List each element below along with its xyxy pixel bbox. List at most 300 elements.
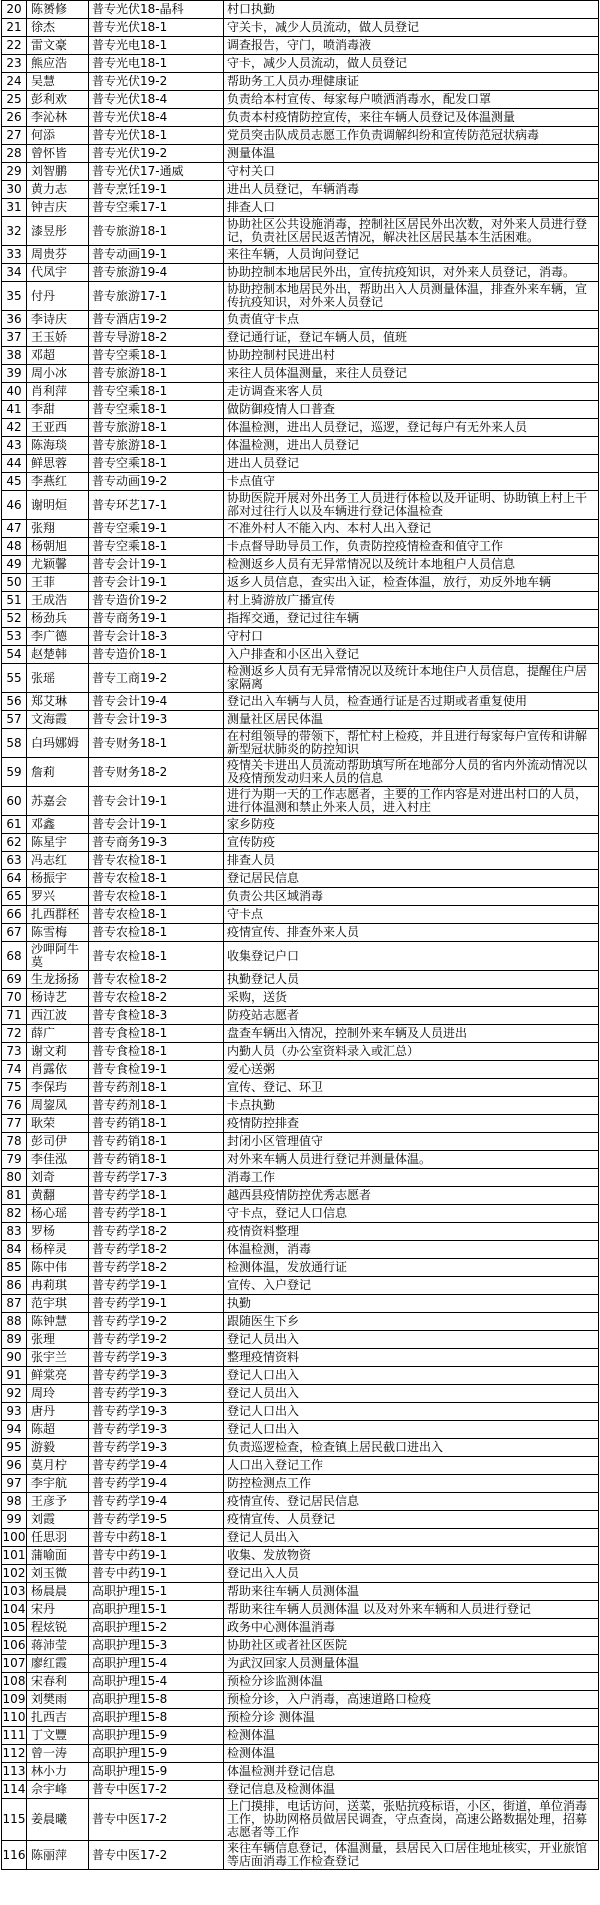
duty-cell: 疫情关卡进出人员流动帮助填写所在地部分人员的省内外流动情况以及疫情预发动归来人员的信息 <box>224 758 599 787</box>
table-row <box>2 1727 599 1745</box>
name-cell: 西江波 <box>27 1007 89 1025</box>
duty-cell: 登记人员出入 <box>224 1331 599 1349</box>
class-cell: 普专导游18-2 <box>89 329 224 347</box>
table-row <box>2 1061 599 1079</box>
class-cell: 普专会计18-3 <box>89 628 224 646</box>
row-number-cell: 46 <box>2 491 27 520</box>
name-cell: 扎西群秠 <box>27 906 89 924</box>
class-cell: 普专空乘17-1 <box>89 199 224 217</box>
duty-cell: 预检分诊监测体温 <box>224 1673 599 1691</box>
class-cell: 普专会计19-3 <box>89 711 224 729</box>
row-number-cell: 101 <box>2 1547 27 1565</box>
duty-cell: 来往车辆，人员询问登记 <box>224 246 599 264</box>
duty-cell: 入户排查和小区出入登记 <box>224 646 599 664</box>
class-cell: 高职护理15-1 <box>89 1583 224 1601</box>
name-cell: 陈丽萍 <box>27 1841 89 1870</box>
table-row <box>2 401 599 419</box>
class-cell: 普专药销18-1 <box>89 1115 224 1133</box>
table-row <box>2 1709 599 1727</box>
class-cell: 普专商务19-1 <box>89 610 224 628</box>
duty-cell: 协助控制本地居民外出，宣传抗疫知识，对外来人员登记，消毒。 <box>224 264 599 282</box>
name-cell: 刘玉微 <box>27 1565 89 1583</box>
class-cell: 普专空乘18-1 <box>89 455 224 473</box>
row-number-cell: 108 <box>2 1673 27 1691</box>
duty-cell: 卡点执勤 <box>224 1097 599 1115</box>
class-cell: 普专光电18-1 <box>89 55 224 73</box>
name-cell: 蒲喻面 <box>27 1547 89 1565</box>
table-row <box>2 1151 599 1169</box>
duty-cell: 体温检测，消毒 <box>224 1241 599 1259</box>
row-number-cell: 85 <box>2 1259 27 1277</box>
duty-cell: 守村口 <box>224 628 599 646</box>
table-row <box>2 347 599 365</box>
row-number-cell: 116 <box>2 1841 27 1870</box>
row-number-cell: 113 <box>2 1763 27 1781</box>
class-cell: 普专酒店19-2 <box>89 311 224 329</box>
row-number-cell: 31 <box>2 199 27 217</box>
name-cell: 莫月柠 <box>27 1457 89 1475</box>
table-row <box>2 264 599 282</box>
duty-cell: 家乡防疫 <box>224 816 599 834</box>
table-row <box>2 1583 599 1601</box>
row-number-cell: 98 <box>2 1493 27 1511</box>
row-number-cell: 74 <box>2 1061 27 1079</box>
name-cell: 杨梓灵 <box>27 1241 89 1259</box>
class-cell: 普专药学19-4 <box>89 1475 224 1493</box>
class-cell: 普专光伏18-1 <box>89 127 224 145</box>
class-cell: 普专工商19-2 <box>89 664 224 693</box>
row-number-cell: 67 <box>2 924 27 942</box>
table-row <box>2 181 599 199</box>
class-cell: 普专烹饪19-1 <box>89 181 224 199</box>
name-cell: 王玉娇 <box>27 329 89 347</box>
name-cell: 丁文豐 <box>27 1727 89 1745</box>
class-cell: 普专农检18-1 <box>89 870 224 888</box>
name-cell: 陈雪梅 <box>27 924 89 942</box>
row-number-cell: 93 <box>2 1403 27 1421</box>
name-cell: 宋丹 <box>27 1601 89 1619</box>
duty-cell: 进行为期一天的工作志愿者，主要的工作内容是对进出村口的人员，进行体温测和禁止外来人员，进入村庄 <box>224 787 599 816</box>
name-cell: 吴慧 <box>27 73 89 91</box>
duty-cell: 协助社区或者社区医院 <box>224 1637 599 1655</box>
volunteer-table <box>1 0 599 1870</box>
table-row <box>2 924 599 942</box>
class-cell: 普专药学18-1 <box>89 1205 224 1223</box>
table-row <box>2 329 599 347</box>
row-number-cell: 104 <box>2 1601 27 1619</box>
table-row <box>2 1115 599 1133</box>
row-number-cell: 35 <box>2 282 27 311</box>
name-cell: 代凤宇 <box>27 264 89 282</box>
class-cell: 普专农检18-2 <box>89 971 224 989</box>
duty-cell: 整理疫情资料 <box>224 1349 599 1367</box>
duty-cell: 负责公共区域消毒 <box>224 888 599 906</box>
name-cell: 刘霞 <box>27 1511 89 1529</box>
table-row <box>2 1133 599 1151</box>
row-number-cell: 114 <box>2 1781 27 1799</box>
class-cell: 普专药学19-5 <box>89 1511 224 1529</box>
class-cell: 普专食检18-1 <box>89 1043 224 1061</box>
table-row <box>2 1241 599 1259</box>
row-number-cell: 111 <box>2 1727 27 1745</box>
table-row <box>2 217 599 246</box>
duty-cell: 守卡点，登记人口信息 <box>224 1205 599 1223</box>
class-cell: 普专中医17-2 <box>89 1841 224 1870</box>
name-cell: 詹莉 <box>27 758 89 787</box>
name-cell: 宋春利 <box>27 1673 89 1691</box>
table-row <box>2 1403 599 1421</box>
table-row <box>2 419 599 437</box>
class-cell: 普专药学19-2 <box>89 1331 224 1349</box>
table-row <box>2 91 599 109</box>
name-cell: 张宇兰 <box>27 1349 89 1367</box>
duty-cell: 进出人员登记，车辆消毒 <box>224 181 599 199</box>
name-cell: 周玲 <box>27 1385 89 1403</box>
name-cell: 邓超 <box>27 347 89 365</box>
table-row <box>2 282 599 311</box>
class-cell: 普专药学18-2 <box>89 1241 224 1259</box>
row-number-cell: 27 <box>2 127 27 145</box>
table-row <box>2 1673 599 1691</box>
name-cell: 彭利欢 <box>27 91 89 109</box>
duty-cell: 协助社区公共设施消毒，控制社区居民外出次数，对外来人员进行登记，负责社区居民返苦情况，解决社区居民基本生活困难。 <box>224 217 599 246</box>
name-cell: 李宇航 <box>27 1475 89 1493</box>
duty-cell: 对外来车辆人员进行登记并测量体温。 <box>224 1151 599 1169</box>
row-number-cell: 21 <box>2 19 27 37</box>
name-cell: 漆昱彤 <box>27 217 89 246</box>
name-cell: 刘智鹏 <box>27 163 89 181</box>
name-cell: 黄翻 <box>27 1187 89 1205</box>
row-number-cell: 57 <box>2 711 27 729</box>
class-cell: 普专光伏18-晶科 <box>89 1 224 19</box>
row-number-cell: 23 <box>2 55 27 73</box>
table-row <box>2 1799 599 1841</box>
class-cell: 普专农检18-1 <box>89 906 224 924</box>
table-row <box>2 1223 599 1241</box>
name-cell: 邓鑫 <box>27 816 89 834</box>
table-row <box>2 664 599 693</box>
name-cell: 唐丹 <box>27 1403 89 1421</box>
name-cell: 苏嘉会 <box>27 787 89 816</box>
row-number-cell: 109 <box>2 1691 27 1709</box>
table-row <box>2 906 599 924</box>
row-number-cell: 100 <box>2 1529 27 1547</box>
row-number-cell: 88 <box>2 1313 27 1331</box>
row-number-cell: 107 <box>2 1655 27 1673</box>
table-row <box>2 1745 599 1763</box>
name-cell: 冉莉琪 <box>27 1277 89 1295</box>
table-row <box>2 1547 599 1565</box>
name-cell: 谢明烜 <box>27 491 89 520</box>
name-cell: 张瑶 <box>27 664 89 693</box>
row-number-cell: 71 <box>2 1007 27 1025</box>
duty-cell: 宣传防疫 <box>224 834 599 852</box>
name-cell: 周贵芬 <box>27 246 89 264</box>
row-number-cell: 24 <box>2 73 27 91</box>
table-row <box>2 127 599 145</box>
class-cell: 普专药学19-3 <box>89 1367 224 1385</box>
name-cell: 范宇琪 <box>27 1295 89 1313</box>
row-number-cell: 40 <box>2 383 27 401</box>
table-row <box>2 1475 599 1493</box>
table-row <box>2 491 599 520</box>
duty-cell: 登记人员出入 <box>224 1385 599 1403</box>
duty-cell: 预检分诊 测体温 <box>224 1709 599 1727</box>
class-cell: 普专光伏19-2 <box>89 73 224 91</box>
table-row <box>2 1601 599 1619</box>
table-row <box>2 520 599 538</box>
name-cell: 白玛娜姆 <box>27 729 89 758</box>
table-row <box>2 942 599 971</box>
row-number-cell: 78 <box>2 1133 27 1151</box>
row-number-cell: 68 <box>2 942 27 971</box>
duty-cell: 登记人员出入 <box>224 1529 599 1547</box>
row-number-cell: 83 <box>2 1223 27 1241</box>
row-number-cell: 80 <box>2 1169 27 1187</box>
table-row <box>2 1079 599 1097</box>
table-row <box>2 1295 599 1313</box>
name-cell: 陈钟慧 <box>27 1313 89 1331</box>
table-row <box>2 145 599 163</box>
table-row <box>2 816 599 834</box>
class-cell: 普专中药19-1 <box>89 1565 224 1583</box>
duty-cell: 宣传、入户登记 <box>224 1277 599 1295</box>
table-row <box>2 870 599 888</box>
duty-cell: 执勤登记人员 <box>224 971 599 989</box>
duty-cell: 预检分诊，入户消毒，高速道路口检疫 <box>224 1691 599 1709</box>
table-row <box>2 473 599 491</box>
duty-cell: 卡点值守 <box>224 473 599 491</box>
duty-cell: 村口执勤 <box>224 1 599 19</box>
name-cell: 廖红霞 <box>27 1655 89 1673</box>
table-row <box>2 1097 599 1115</box>
row-number-cell: 22 <box>2 37 27 55</box>
table-row <box>2 199 599 217</box>
row-number-cell: 97 <box>2 1475 27 1493</box>
table-row <box>2 1439 599 1457</box>
class-cell: 普专造价19-2 <box>89 592 224 610</box>
class-cell: 普专农检18-1 <box>89 942 224 971</box>
volunteer-table-body <box>2 1 599 1870</box>
row-number-cell: 70 <box>2 989 27 1007</box>
duty-cell: 登记人口出入 <box>224 1421 599 1439</box>
name-cell: 陈赟修 <box>27 1 89 19</box>
class-cell: 普专药学19-4 <box>89 1457 224 1475</box>
row-number-cell: 69 <box>2 971 27 989</box>
duty-cell: 防疫站志愿者 <box>224 1007 599 1025</box>
row-number-cell: 58 <box>2 729 27 758</box>
table-row <box>2 1349 599 1367</box>
duty-cell: 党员突击队成员志愿工作负责调解纠纷和宣传防范冠状病毒 <box>224 127 599 145</box>
row-number-cell: 106 <box>2 1637 27 1655</box>
duty-cell: 体温检测，进出人员登记，巡逻，登记每户有无外来人员 <box>224 419 599 437</box>
name-cell: 杨振宇 <box>27 870 89 888</box>
table-row <box>2 1565 599 1583</box>
duty-cell: 爱心送粥 <box>224 1061 599 1079</box>
class-cell: 普专药学18-1 <box>89 1187 224 1205</box>
class-cell: 普专药销18-1 <box>89 1133 224 1151</box>
row-number-cell: 20 <box>2 1 27 19</box>
name-cell: 鲜思蓉 <box>27 455 89 473</box>
row-number-cell: 26 <box>2 109 27 127</box>
class-cell: 普专药学18-2 <box>89 1259 224 1277</box>
duty-cell: 封闭小区管理值守 <box>224 1133 599 1151</box>
name-cell: 罗兴 <box>27 888 89 906</box>
class-cell: 普专旅游18-1 <box>89 419 224 437</box>
class-cell: 普专会计19-1 <box>89 787 224 816</box>
table-row <box>2 711 599 729</box>
duty-cell: 人口出入登记工作 <box>224 1457 599 1475</box>
name-cell: 周鋆凤 <box>27 1097 89 1115</box>
duty-cell: 卡点督导助导员工作，负责防控疫情检查和值守工作 <box>224 538 599 556</box>
class-cell: 高职护理15-9 <box>89 1745 224 1763</box>
row-number-cell: 64 <box>2 870 27 888</box>
name-cell: 张理 <box>27 1331 89 1349</box>
table-row <box>2 383 599 401</box>
row-number-cell: 96 <box>2 1457 27 1475</box>
class-cell: 普专食检18-1 <box>89 1025 224 1043</box>
duty-cell: 检测体温 <box>224 1745 599 1763</box>
name-cell: 薛广 <box>27 1025 89 1043</box>
name-cell: 刘奇 <box>27 1169 89 1187</box>
row-number-cell: 79 <box>2 1151 27 1169</box>
row-number-cell: 95 <box>2 1439 27 1457</box>
table-row <box>2 1637 599 1655</box>
duty-cell: 疫情宣传、排查外来人员 <box>224 924 599 942</box>
name-cell: 程炫锐 <box>27 1619 89 1637</box>
table-row <box>2 1841 599 1870</box>
duty-cell: 疫情防控排查 <box>224 1115 599 1133</box>
class-cell: 普专药学19-3 <box>89 1439 224 1457</box>
table-row <box>2 1619 599 1637</box>
table-row <box>2 311 599 329</box>
duty-cell: 登记人口出入 <box>224 1403 599 1421</box>
name-cell: 姜晨曦 <box>27 1799 89 1841</box>
duty-cell: 守村关口 <box>224 163 599 181</box>
duty-cell: 收集登记户口 <box>224 942 599 971</box>
row-number-cell: 112 <box>2 1745 27 1763</box>
class-cell: 普专药学19-3 <box>89 1385 224 1403</box>
row-number-cell: 29 <box>2 163 27 181</box>
duty-cell: 越西县疫情防控优秀志愿者 <box>224 1187 599 1205</box>
duty-cell: 登记出入人员 <box>224 1565 599 1583</box>
name-cell: 陈超 <box>27 1421 89 1439</box>
table-row <box>2 1457 599 1475</box>
name-cell: 曾一涛 <box>27 1745 89 1763</box>
row-number-cell: 52 <box>2 610 27 628</box>
duty-cell: 上门摸排，电话访问，送菜，张贴抗疫标语，小区，街道，单位消毒工作，协助网格员做居民调查，守点查岗，高速公路数据处理，招募志愿者等工作 <box>224 1799 599 1841</box>
duty-cell: 村上骑游放广播宣传 <box>224 592 599 610</box>
duty-cell: 测量体温 <box>224 145 599 163</box>
row-number-cell: 37 <box>2 329 27 347</box>
class-cell: 普专旅游18-1 <box>89 365 224 383</box>
duty-cell: 体温检测并登记信息 <box>224 1763 599 1781</box>
table-row <box>2 1313 599 1331</box>
table-row <box>2 758 599 787</box>
class-cell: 普专药销18-1 <box>89 1151 224 1169</box>
table-row <box>2 1043 599 1061</box>
table-row <box>2 1763 599 1781</box>
name-cell: 尤颖馨 <box>27 556 89 574</box>
class-cell: 高职护理15-8 <box>89 1709 224 1727</box>
duty-cell: 检测返乡人员有无异常情况以及统计本地租户人员信息 <box>224 556 599 574</box>
class-cell: 普专药学19-3 <box>89 1403 224 1421</box>
row-number-cell: 63 <box>2 852 27 870</box>
row-number-cell: 77 <box>2 1115 27 1133</box>
class-cell: 普专药学19-1 <box>89 1277 224 1295</box>
class-cell: 普专药学17-3 <box>89 1169 224 1187</box>
table-row <box>2 729 599 758</box>
row-number-cell: 90 <box>2 1349 27 1367</box>
duty-cell: 帮助务工人员办理健康证 <box>224 73 599 91</box>
name-cell: 李佳泓 <box>27 1151 89 1169</box>
table-row <box>2 1169 599 1187</box>
name-cell: 沙呷阿牛莫 <box>27 942 89 971</box>
class-cell: 普专中医17-2 <box>89 1799 224 1841</box>
class-cell: 高职护理15-1 <box>89 1601 224 1619</box>
table-row <box>2 455 599 473</box>
row-number-cell: 89 <box>2 1331 27 1349</box>
name-cell: 赵楚韩 <box>27 646 89 664</box>
table-row <box>2 37 599 55</box>
name-cell: 徐杰 <box>27 19 89 37</box>
row-number-cell: 84 <box>2 1241 27 1259</box>
table-row <box>2 1493 599 1511</box>
duty-cell: 检测返乡人员有无异常情况以及统计本地住户人员信息，提醒住户居家隔离 <box>224 664 599 693</box>
class-cell: 普专动画19-2 <box>89 473 224 491</box>
name-cell: 张翔 <box>27 520 89 538</box>
row-number-cell: 56 <box>2 693 27 711</box>
class-cell: 普专农检18-2 <box>89 989 224 1007</box>
table-row <box>2 646 599 664</box>
duty-cell: 宣传、登记、环卫 <box>224 1079 599 1097</box>
row-number-cell: 30 <box>2 181 27 199</box>
duty-cell: 负责值守卡点 <box>224 311 599 329</box>
duty-cell: 帮助来往车辆人员测体温 <box>224 1583 599 1601</box>
duty-cell: 盘查车辆出入情况，控制外来车辆及人员进出 <box>224 1025 599 1043</box>
row-number-cell: 38 <box>2 347 27 365</box>
row-number-cell: 66 <box>2 906 27 924</box>
name-cell: 王亚西 <box>27 419 89 437</box>
name-cell: 杨诗艺 <box>27 989 89 1007</box>
row-number-cell: 43 <box>2 437 27 455</box>
duty-cell: 消毒工作 <box>224 1169 599 1187</box>
duty-cell: 登记人口出入 <box>224 1367 599 1385</box>
duty-cell: 内勤人员（办公室资料录入或汇总） <box>224 1043 599 1061</box>
class-cell: 普专光伏18-1 <box>89 19 224 37</box>
name-cell: 李沁林 <box>27 109 89 127</box>
table-row <box>2 246 599 264</box>
name-cell: 李广德 <box>27 628 89 646</box>
row-number-cell: 62 <box>2 834 27 852</box>
duty-cell: 返乡人员信息，查实出入证，检查体温，放行，劝反外地车辆 <box>224 574 599 592</box>
table-row <box>2 1529 599 1547</box>
class-cell: 普专会计19-1 <box>89 574 224 592</box>
class-cell: 普专会计19-1 <box>89 816 224 834</box>
class-cell: 普专旅游18-1 <box>89 217 224 246</box>
row-number-cell: 87 <box>2 1295 27 1313</box>
class-cell: 普专光伏19-2 <box>89 145 224 163</box>
row-number-cell: 81 <box>2 1187 27 1205</box>
row-number-cell: 110 <box>2 1709 27 1727</box>
duty-cell: 做防御疫情人口普查 <box>224 401 599 419</box>
class-cell: 普专农检18-1 <box>89 852 224 870</box>
duty-cell: 疫情宣传、登记居民信息 <box>224 1493 599 1511</box>
class-cell: 普专光电18-1 <box>89 37 224 55</box>
row-number-cell: 86 <box>2 1277 27 1295</box>
row-number-cell: 103 <box>2 1583 27 1601</box>
row-number-cell: 50 <box>2 574 27 592</box>
